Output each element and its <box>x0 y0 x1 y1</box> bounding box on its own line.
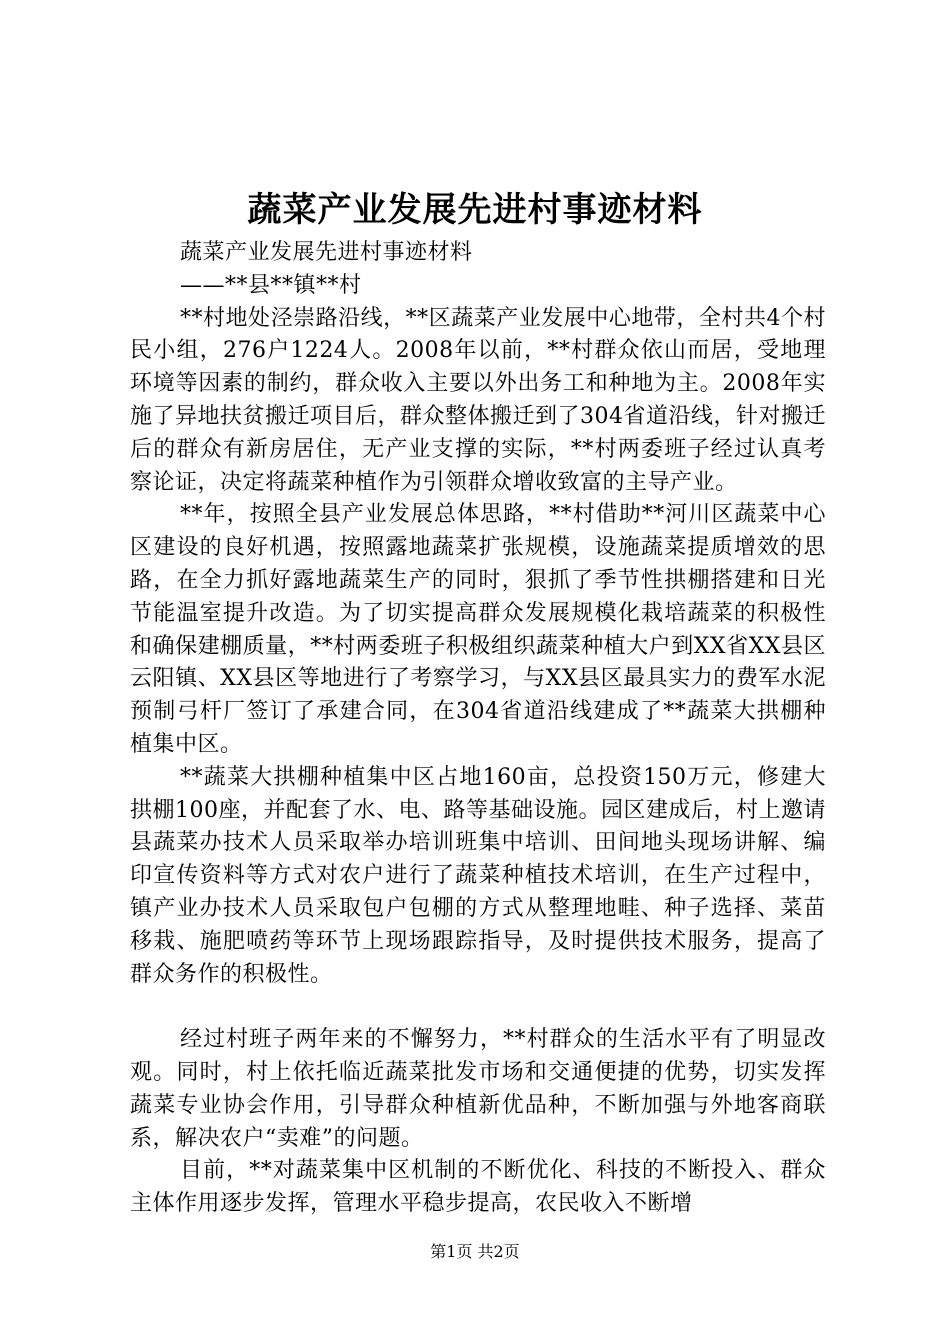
body-paragraph-subtitle: 蔬菜产业发展先进村事迹材料 <box>180 240 473 265</box>
body-paragraph: 目前，**对蔬菜集中区机制的不断优化、科技的不断投入、群众主体作用逐步发挥，管理水平稳步提高，农民收入不断增 <box>130 1158 826 1217</box>
body-paragraph-location: ——**县**镇**村 <box>180 272 362 298</box>
body-paragraph: **蔬菜大拱棚种植集中区占地160亩，总投资150万元，修建大拱棚100座，并配套了水、电、路等基础设施。园区建成后，村上邀请县蔬菜办技术人员采取举办培训班集中培训、田间地头现场讲解、编印宣传资料等方式对农户进行了蔬菜种植技术培训，在生产过程中，镇产业办技术人员采取包户包棚的方式从整理地畦、种子选择、菜苗移栽、施肥喷药等环节上现场跟踪指导，及时提供技术服务，提高了群众务作的积极性。 <box>130 764 826 987</box>
page-footer: 第1页 共2页 <box>430 1242 520 1261</box>
body-paragraph: 经过村班子两年来的不懈努力，**村群众的生活水平有了明显改观。同时，村上依托临近蔬菜批发市场和交通便捷的优势，切实发挥蔬菜专业协会作用，引导群众种植新优品种，不断加强与外地客商联系，解决农户“卖难”的问题。 <box>130 1027 826 1151</box>
document-body <box>130 237 826 1221</box>
document-title: 蔬菜产业发展先进村事迹材料 <box>247 190 703 230</box>
body-paragraph: **村地处泾崇路沿线，**区蔬菜产业发展中心地带，全村共4个村民小组，276户1224人。2008年以前，**村群众依山而居，受地理环境等因素的制约，群众收入主要以外出务工和种地为主。2008年实施了异地扶贫搬迁项目后，群众整体搬迁到了304省道沿线，针对搬迁后的群众有新房居住，无产业支撑的实际，**村两委班子经过认真考察论证，决定将蔬菜种植作为引领群众增收致富的主导产业。 <box>130 305 826 495</box>
body-paragraph: **年，按照全县产业发展总体思路，**村借助**河川区蔬菜中心区建设的良好机遇，按照露地蔬菜扩张规模，设施蔬菜提质增效的思路，在全力抓好露地蔬菜生产的同时，狠抓了季节性拱棚搭建和日光节能温室提升改造。为了切实提高群众发展规模化栽培蔬菜的积极性和确保建棚质量，**村两委班子积极组织蔬菜种植大户到XX省XX县区云阳镇、XX县区等地进行了考察学习，与XX县区最具实力的费军水泥预制弓杆厂签订了承建合同，在304省道沿线建成了**蔬菜大拱棚种植集中区。 <box>130 502 826 757</box>
